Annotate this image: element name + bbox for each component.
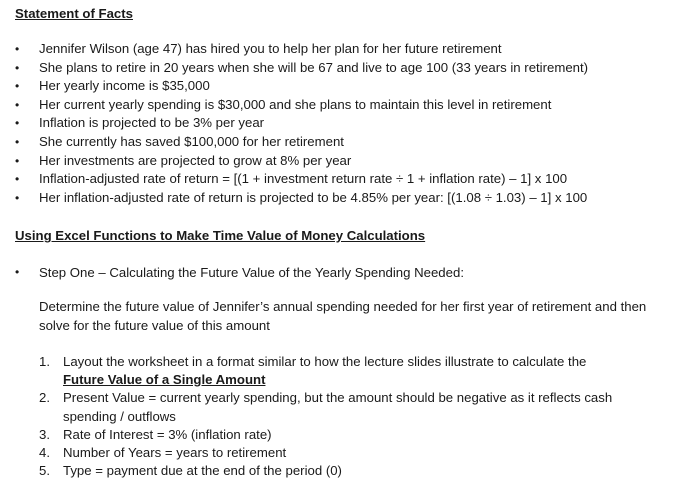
- step-item: [0, 444, 633, 462]
- fact-item: [0, 189, 588, 208]
- fact-text: Her investments are projected to grow at 8% per year: [39, 152, 352, 168]
- fact-text: Inflation-adjusted rate of return = [(1 + investment return rate ÷ 1 + inflation rate) – 1] x 100: [39, 171, 568, 187]
- steps-list: [0, 353, 633, 480]
- step-one-text: Step One – Calculating the Future Value of the Yearly Spending Needed:: [39, 265, 464, 280]
- step-emphasis: Future Value of a Single Amount: [63, 372, 266, 388]
- fact-item: [0, 77, 588, 96]
- bullet-icon: •: [15, 97, 20, 112]
- step-text: Type = payment due at the end of the period (0): [63, 463, 342, 479]
- step-number: 2.: [39, 390, 50, 406]
- fact-text: Jennifer Wilson (age 47) has hired you to help her plan for her future retirement: [39, 41, 502, 56]
- step-one-description: Determine the future value of Jennifer’s annual spending needed for her first year of retirement and then solve for the future value of this amount: [39, 299, 647, 333]
- fact-item: [0, 59, 588, 78]
- bullet-icon: •: [15, 134, 20, 149]
- fact-text: Her yearly income is $35,000: [39, 78, 210, 94]
- fact-item: [0, 114, 588, 133]
- facts-list: [0, 40, 588, 207]
- step-number: 1.: [39, 354, 50, 369]
- bullet-icon: •: [15, 116, 20, 131]
- fact-text: Her current yearly spending is $30,000 and she plans to maintain this level in retirement: [39, 96, 552, 112]
- bullet-icon: •: [15, 265, 20, 279]
- fact-text: She currently has saved $100,000 for her retirement: [39, 133, 344, 149]
- step-text: Layout the worksheet in a format similar to how the lecture slides illustrate to calculate the: [63, 354, 587, 369]
- bullet-icon: •: [15, 153, 20, 168]
- fact-text: Inflation is projected to be 3% per year: [39, 115, 265, 131]
- step-number: 4.: [39, 445, 50, 461]
- fact-text: She plans to retire in 20 years when she will be 67 and live to age 100 (33 years in retirement): [39, 59, 589, 75]
- step-item: [0, 353, 633, 389]
- step-text: Number of Years = years to retirement: [63, 445, 287, 461]
- bullet-icon: •: [15, 60, 20, 75]
- fact-item: [0, 133, 588, 152]
- fact-item: [0, 152, 588, 171]
- step-item: [0, 389, 633, 425]
- facts-heading: Statement of Facts: [15, 6, 133, 21]
- step-one-item: [0, 263, 464, 282]
- bullet-icon: •: [15, 190, 20, 205]
- step-item: [0, 426, 633, 444]
- step-item: [0, 462, 633, 480]
- fact-item: [0, 96, 588, 115]
- bullet-icon: •: [15, 42, 20, 56]
- step-number: 3.: [39, 426, 50, 442]
- step-text: Rate of Interest = 3% (inflation rate): [63, 426, 272, 442]
- bullet-icon: •: [15, 79, 20, 94]
- step-number: 5.: [39, 463, 50, 479]
- fact-item: [0, 170, 588, 189]
- fact-text: Her inflation-adjusted rate of return is projected to be 4.85% per year: [(1.08 ÷ 1.03) – 1] x 100: [39, 189, 588, 205]
- fact-item: [0, 40, 588, 59]
- step-text: Present Value = current yearly spending, but the amount should be negative as it reflects cash spending / outflows: [63, 390, 613, 424]
- bullet-icon: •: [15, 172, 20, 187]
- excel-heading: Using Excel Functions to Make Time Value of Money Calculations: [15, 228, 426, 243]
